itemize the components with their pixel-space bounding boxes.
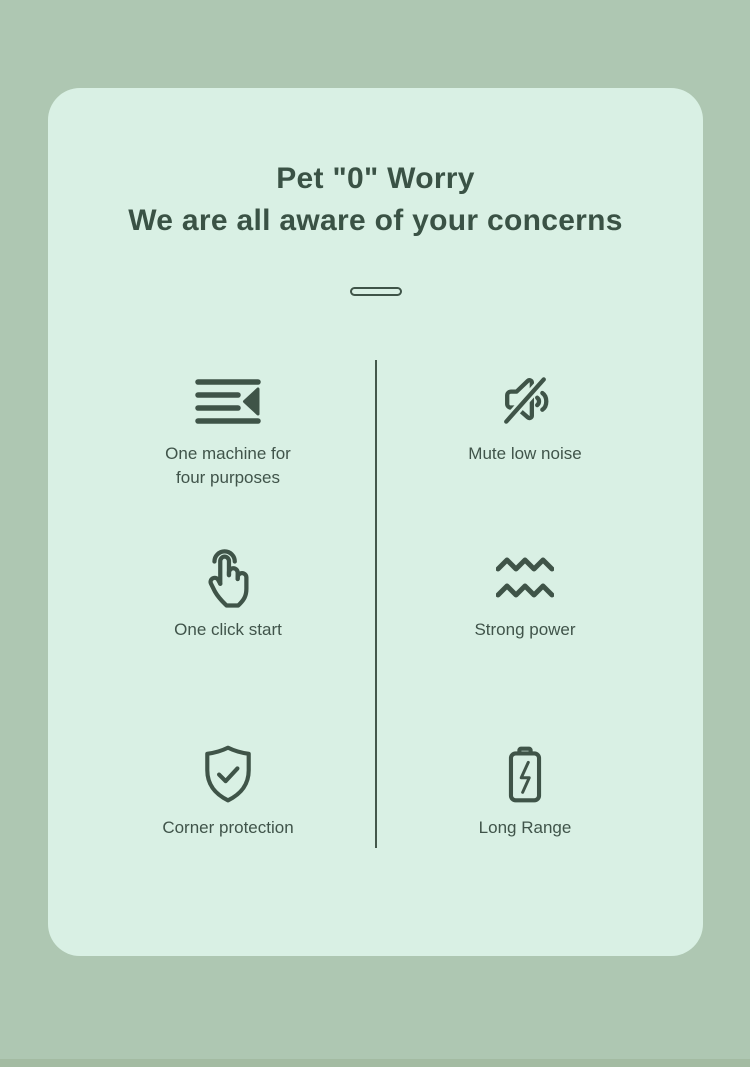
mute-speaker-icon [494,371,556,431]
feature-item-corner-protection [108,740,348,840]
feature-item-strong-power [405,542,645,642]
feature-label: Strong power [474,620,576,639]
bottom-edge-strip [0,1059,750,1067]
feature-label: One click start [174,620,282,639]
one-click-tap-icon [198,545,258,609]
four-in-one-icon [194,378,262,424]
feature-item-four-in-one [108,366,348,490]
feature-item-long-range [405,740,645,840]
power-waves-icon [496,554,554,600]
column-divider [375,360,377,848]
page-title-block [48,158,703,242]
feature-label: One machine for four purposes [165,444,291,487]
feature-label: Mute low noise [468,444,582,463]
page-subtitle: We are all aware of your concerns [128,204,623,237]
feature-item-mute [405,366,645,466]
page-title: Pet "0" Worry [276,162,475,195]
battery-bolt-icon [503,746,547,804]
feature-label: Long Range [478,818,572,837]
feature-item-one-click [108,542,348,642]
feature-card [48,88,703,956]
divider-pill [350,287,402,296]
shield-check-icon [197,743,259,807]
feature-label: Corner protection [162,818,294,837]
